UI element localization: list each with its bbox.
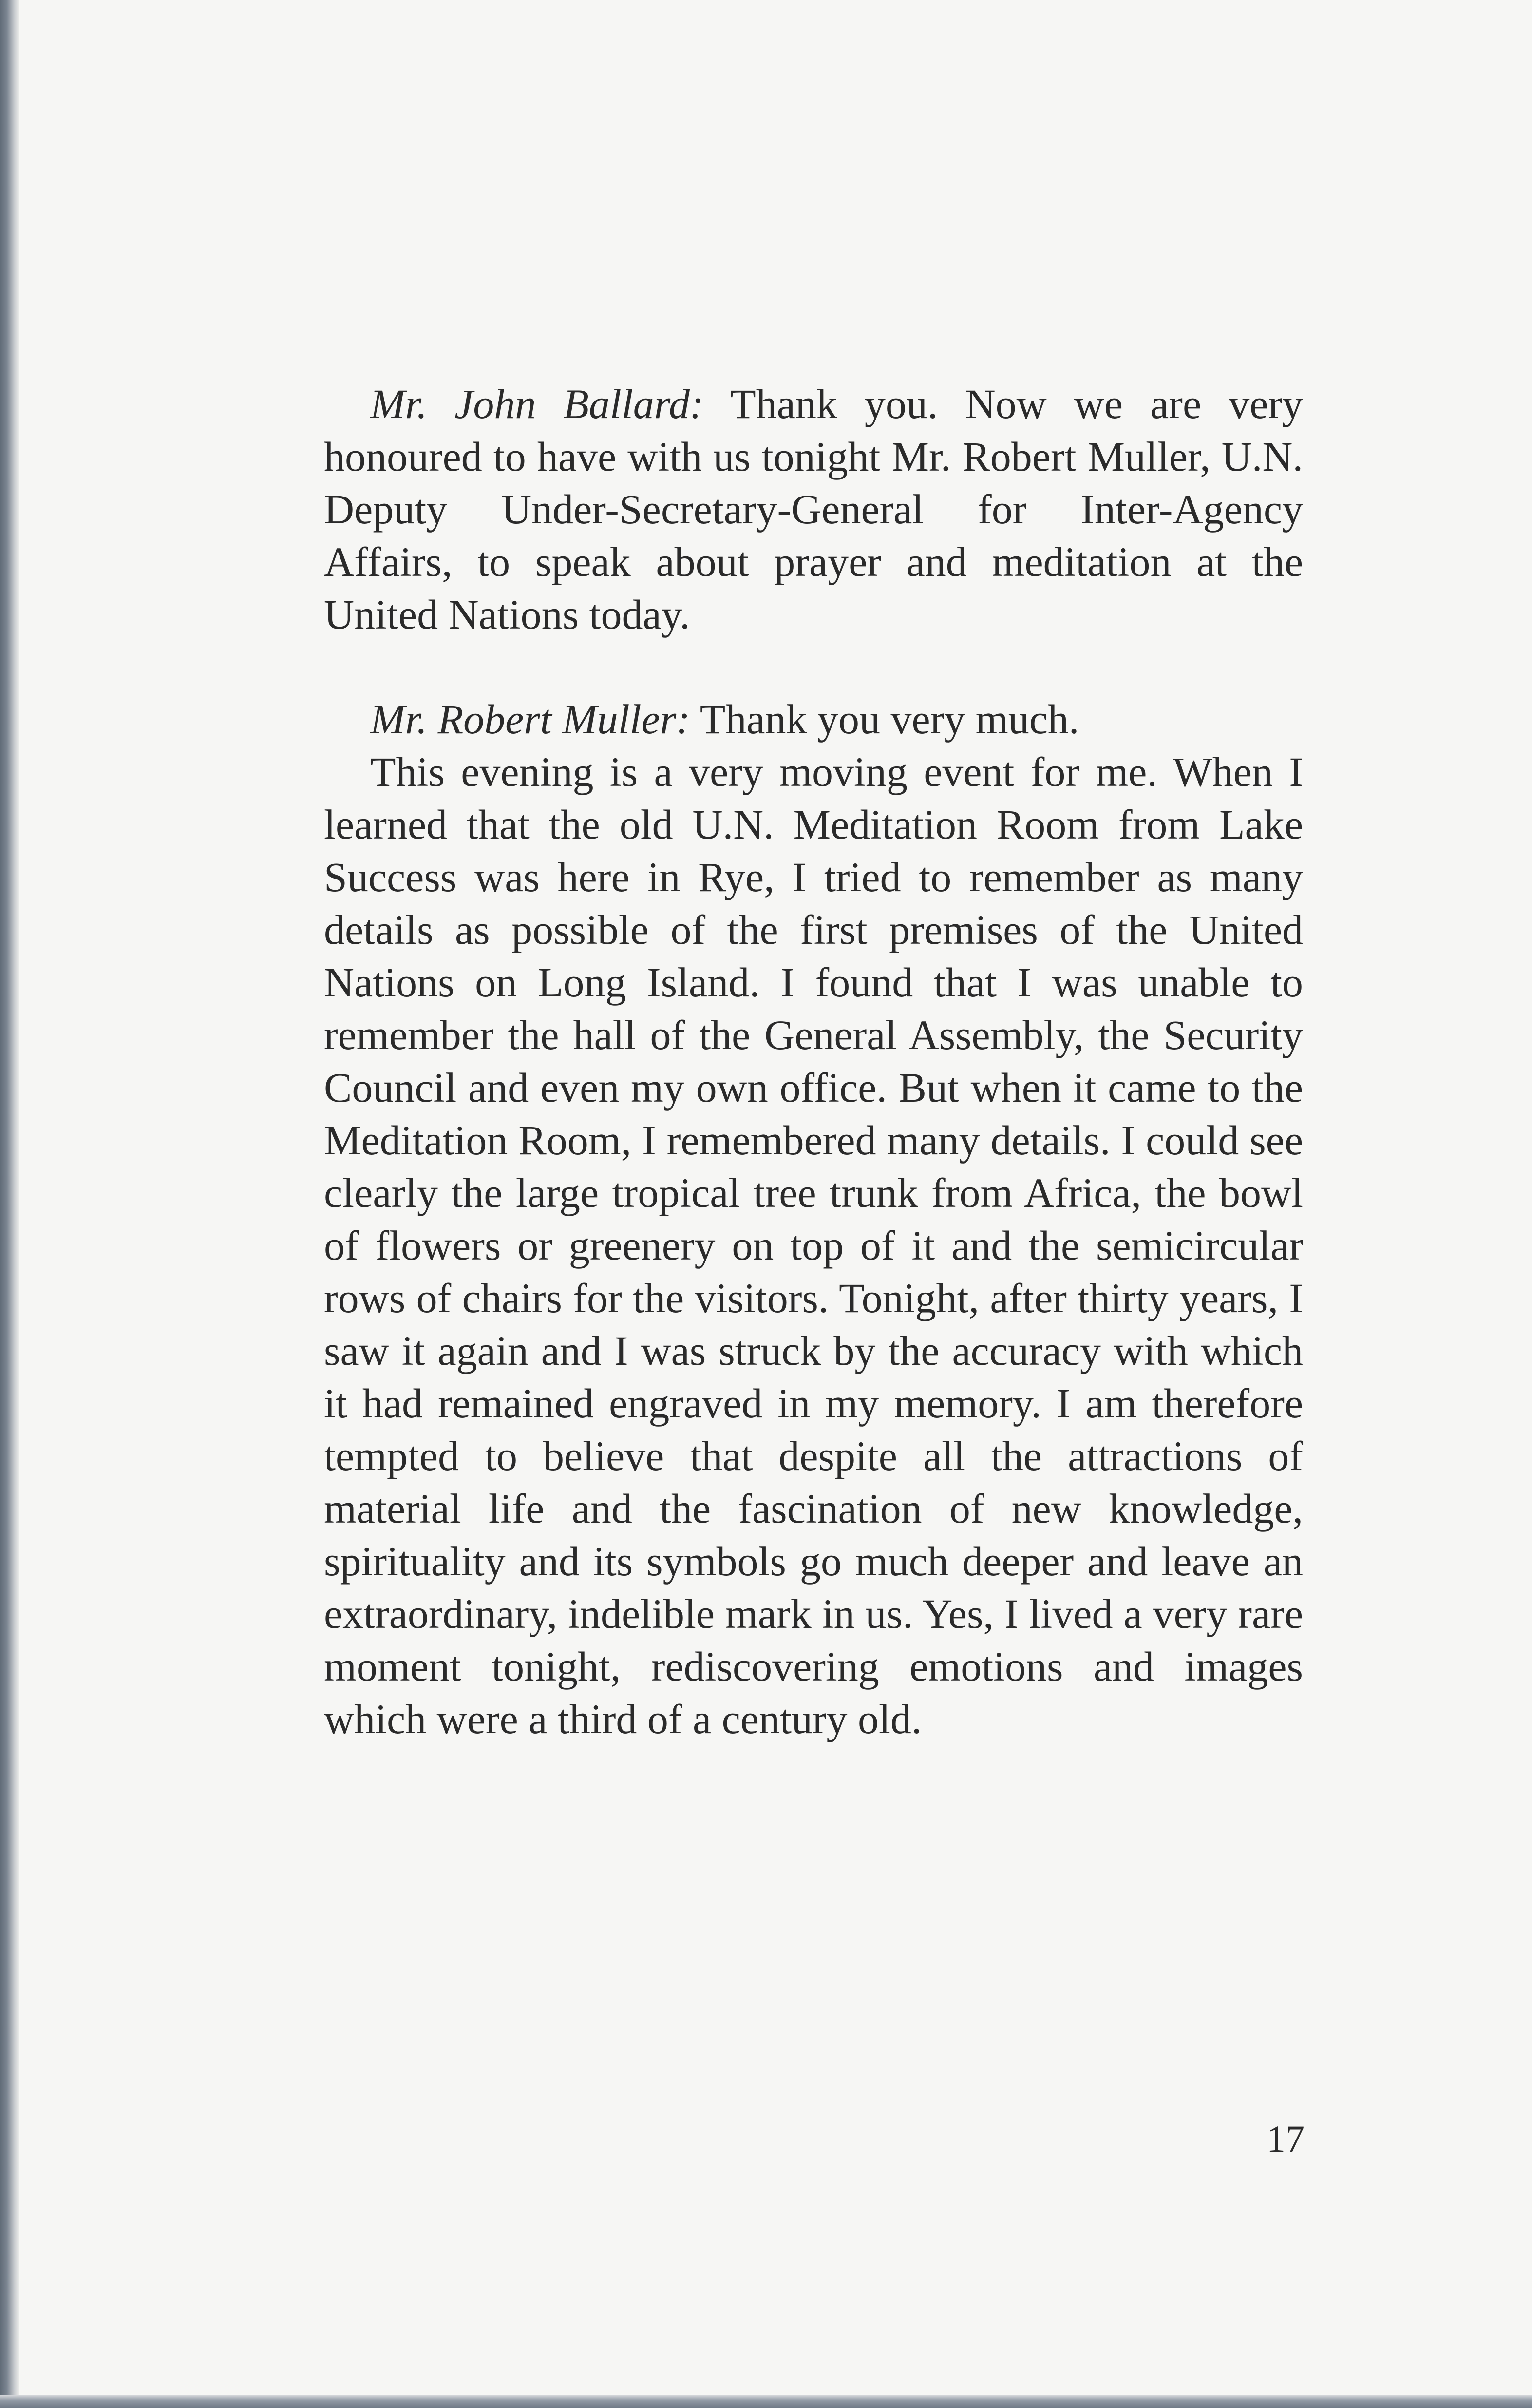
page-body-text xyxy=(324,378,1303,1745)
paragraph-text: Thank you very much. xyxy=(700,696,1079,743)
page-number: 17 xyxy=(1267,2118,1305,2160)
scan-edge-bottom xyxy=(0,2395,1532,2408)
paragraph-ballard-intro xyxy=(324,378,1303,641)
speaker-label: Mr. Robert Muller: xyxy=(370,696,690,743)
paragraph-text: Thank you. Now we are very honoured to have with us tonight Mr. Robert Muller, U.N. Deputy Under-Secretary-General for Inter-Agency Affairs, to speak about prayer and meditation at the United Nations today. xyxy=(324,381,1304,638)
paragraph-muller-speech xyxy=(324,745,1303,1745)
speaker-label: Mr. John Ballard: xyxy=(370,381,704,427)
paragraph-text: This evening is a very moving event for me. When I learned that the old U.N. Meditation Room from Lake Success was here in Rye, I tried to remember as many details as possible of the first premises of the United Nations on Long Island. I found that I was unable to remember the hall of the General Assembly, the Security Council and even my own office. But when it came to the Meditation Room, I remembered many details. I could see clearly the large tropical tree trunk from Africa, the bowl of flowers or greenery on top of it and the semicircular rows of chairs for the visitors. Tonight, after thirty years, I saw it again and I was struck by the accuracy with which it had remained engraved in my memory. I am therefore tempted to believe that despite all the attractions of material life and the fascination of new knowledge, spirituality and its symbols go much deeper and leave an extraordinary, indelible mark in us. Yes, I lived a very rare moment tonight, rediscovering emotions and images which were a third of a century old. xyxy=(324,748,1303,1742)
paragraph-muller-thanks xyxy=(324,693,1303,745)
scan-edge-left xyxy=(0,0,19,2408)
